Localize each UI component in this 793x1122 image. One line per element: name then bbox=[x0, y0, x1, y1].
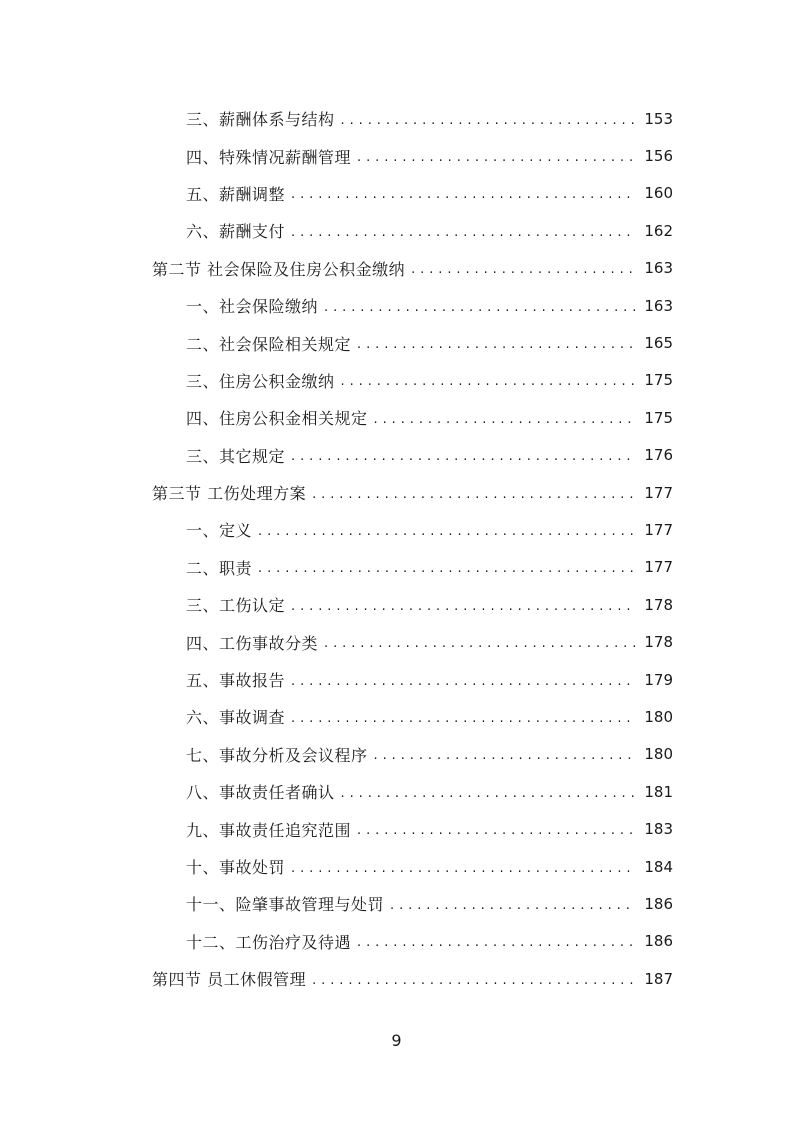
toc-entry-page-number: 186 bbox=[644, 894, 673, 913]
toc-entry-title: 六、事故调查 bbox=[186, 708, 286, 728]
toc-entry-page-number: 163 bbox=[644, 296, 673, 315]
toc-section-entry[interactable] bbox=[0, 250, 793, 287]
toc-dot-leader bbox=[291, 848, 636, 885]
toc-subsection-entry[interactable] bbox=[0, 137, 793, 174]
toc-entry-content bbox=[186, 810, 673, 847]
toc-dot-leader bbox=[258, 549, 636, 586]
toc-entry-title: 四、住房公积金相关规定 bbox=[186, 409, 368, 429]
toc-subsection-entry[interactable] bbox=[0, 175, 793, 212]
toc-entry-page-number: 187 bbox=[644, 969, 673, 988]
toc-entry-page-number: 160 bbox=[644, 184, 673, 203]
toc-subsection-entry[interactable] bbox=[0, 324, 793, 361]
toc-entry-title: 六、薪酬支付 bbox=[186, 222, 286, 242]
toc-entry-title: 五、薪酬调整 bbox=[186, 184, 286, 204]
toc-entry-page-number: 176 bbox=[644, 446, 673, 465]
toc-entry-page-number: 180 bbox=[644, 745, 673, 764]
toc-entry-content bbox=[186, 848, 673, 885]
toc-entry-content bbox=[186, 287, 673, 324]
toc-entry-page-number: 165 bbox=[644, 334, 673, 353]
toc-subsection-entry[interactable] bbox=[0, 623, 793, 660]
toc-entry-content bbox=[186, 698, 673, 735]
toc-dot-leader bbox=[291, 661, 636, 698]
toc-subsection-entry[interactable] bbox=[0, 511, 793, 548]
toc-entry-title: 十二、工伤治疗及待遇 bbox=[186, 932, 352, 952]
toc-subsection-entry[interactable] bbox=[0, 885, 793, 922]
toc-dot-leader bbox=[357, 324, 636, 361]
toc-dot-leader bbox=[374, 399, 637, 436]
toc-entry-page-number: 183 bbox=[644, 820, 673, 839]
toc-entry-page-number: 180 bbox=[644, 707, 673, 726]
toc-entry-title: 一、社会保险缴纳 bbox=[186, 297, 319, 317]
toc-subsection-entry[interactable] bbox=[0, 661, 793, 698]
toc-entry-title: 五、事故报告 bbox=[186, 671, 286, 691]
toc-dot-leader bbox=[341, 773, 637, 810]
toc-subsection-entry[interactable] bbox=[0, 399, 793, 436]
toc-subsection-entry[interactable] bbox=[0, 212, 793, 249]
toc-dot-leader bbox=[291, 175, 636, 212]
toc-entry-content bbox=[152, 250, 673, 287]
toc-dot-leader bbox=[291, 698, 636, 735]
toc-entry-page-number: 163 bbox=[644, 259, 673, 278]
toc-entry-title: 四、特殊情况薪酬管理 bbox=[186, 147, 352, 167]
toc-entry-title: 七、事故分析及会议程序 bbox=[186, 745, 368, 765]
toc-entry-title: 三、工伤认定 bbox=[186, 596, 286, 616]
toc-subsection-entry[interactable] bbox=[0, 437, 793, 474]
toc-entry-title: 十一、险肇事故管理与处罚 bbox=[186, 895, 385, 915]
toc-section-entry[interactable] bbox=[0, 474, 793, 511]
toc-entry-title: 二、职责 bbox=[186, 558, 253, 578]
toc-entry-title: 三、住房公积金缴纳 bbox=[186, 371, 335, 391]
toc-entry-page-number: 177 bbox=[644, 558, 673, 577]
toc-entry-page-number: 184 bbox=[644, 857, 673, 876]
toc-dot-leader bbox=[312, 960, 636, 997]
toc-dot-leader bbox=[411, 250, 636, 287]
toc-entry-page-number: 178 bbox=[644, 633, 673, 652]
toc-entry-content bbox=[152, 474, 673, 511]
toc-entry-page-number: 162 bbox=[644, 221, 673, 240]
toc-entry-content bbox=[186, 362, 673, 399]
toc-subsection-entry[interactable] bbox=[0, 362, 793, 399]
toc-dot-leader bbox=[291, 437, 636, 474]
toc-entry-page-number: 178 bbox=[644, 595, 673, 614]
toc-entry-content bbox=[186, 212, 673, 249]
toc-entry-content bbox=[186, 885, 673, 922]
toc-entry-content bbox=[186, 923, 673, 960]
toc-subsection-entry[interactable] bbox=[0, 698, 793, 735]
toc-entry-page-number: 179 bbox=[644, 670, 673, 689]
toc-entry-page-number: 153 bbox=[644, 109, 673, 128]
toc-entry-content bbox=[152, 960, 673, 997]
toc-dot-leader bbox=[374, 736, 637, 773]
toc-entry-title: 八、事故责任者确认 bbox=[186, 783, 335, 803]
toc-entry-title: 第三节 工伤处理方案 bbox=[152, 484, 307, 504]
toc-entry-title: 三、其它规定 bbox=[186, 446, 286, 466]
toc-dot-leader bbox=[357, 810, 636, 847]
toc-entry-content bbox=[186, 324, 673, 361]
toc-dot-leader bbox=[258, 511, 636, 548]
toc-dot-leader bbox=[324, 287, 636, 324]
toc-subsection-entry[interactable] bbox=[0, 736, 793, 773]
toc-dot-leader bbox=[390, 885, 636, 922]
toc-entry-content bbox=[186, 773, 673, 810]
toc-entry-content bbox=[186, 661, 673, 698]
toc-entry-content bbox=[186, 511, 673, 548]
toc-dot-leader bbox=[341, 100, 637, 137]
toc-entry-page-number: 186 bbox=[644, 932, 673, 951]
toc-subsection-entry[interactable] bbox=[0, 549, 793, 586]
toc-dot-leader bbox=[312, 474, 636, 511]
toc-section-entry[interactable] bbox=[0, 960, 793, 997]
toc-dot-leader bbox=[324, 623, 636, 660]
toc-entry-page-number: 156 bbox=[644, 147, 673, 166]
toc-subsection-entry[interactable] bbox=[0, 100, 793, 137]
toc-entry-page-number: 181 bbox=[644, 782, 673, 801]
toc-subsection-entry[interactable] bbox=[0, 773, 793, 810]
toc-entry-page-number: 175 bbox=[644, 371, 673, 390]
table-of-contents bbox=[0, 100, 793, 997]
toc-entry-content bbox=[186, 623, 673, 660]
toc-entry-title: 第四节 员工休假管理 bbox=[152, 970, 307, 990]
toc-entry-content bbox=[186, 549, 673, 586]
toc-entry-title: 二、社会保险相关规定 bbox=[186, 334, 352, 354]
toc-subsection-entry[interactable] bbox=[0, 923, 793, 960]
toc-entry-content bbox=[186, 399, 673, 436]
toc-entry-title: 四、工伤事故分类 bbox=[186, 633, 319, 653]
toc-entry-content bbox=[186, 100, 673, 137]
toc-entry-content bbox=[186, 437, 673, 474]
toc-dot-leader bbox=[341, 362, 637, 399]
toc-entry-page-number: 177 bbox=[644, 520, 673, 539]
toc-entry-title: 第二节 社会保险及住房公积金缴纳 bbox=[152, 259, 406, 279]
toc-entry-page-number: 175 bbox=[644, 408, 673, 427]
toc-entry-title: 一、定义 bbox=[186, 521, 253, 541]
page-number: 9 bbox=[391, 1031, 402, 1050]
toc-subsection-entry[interactable] bbox=[0, 586, 793, 623]
toc-entry-content bbox=[186, 175, 673, 212]
toc-subsection-entry[interactable] bbox=[0, 287, 793, 324]
toc-entry-title: 九、事故责任追究范围 bbox=[186, 820, 352, 840]
toc-entry-title: 十、事故处罚 bbox=[186, 858, 286, 877]
toc-subsection-entry[interactable] bbox=[0, 810, 793, 847]
toc-subsection-entry[interactable] bbox=[0, 848, 793, 885]
toc-entry-title: 三、薪酬体系与结构 bbox=[186, 110, 335, 130]
toc-dot-leader bbox=[291, 212, 636, 249]
toc-entry-content bbox=[186, 137, 673, 174]
toc-entry-page-number: 177 bbox=[644, 483, 673, 502]
toc-entry-content bbox=[186, 736, 673, 773]
toc-dot-leader bbox=[357, 137, 636, 174]
toc-dot-leader bbox=[291, 586, 636, 623]
toc-dot-leader bbox=[357, 923, 636, 960]
toc-entry-content bbox=[186, 586, 673, 623]
